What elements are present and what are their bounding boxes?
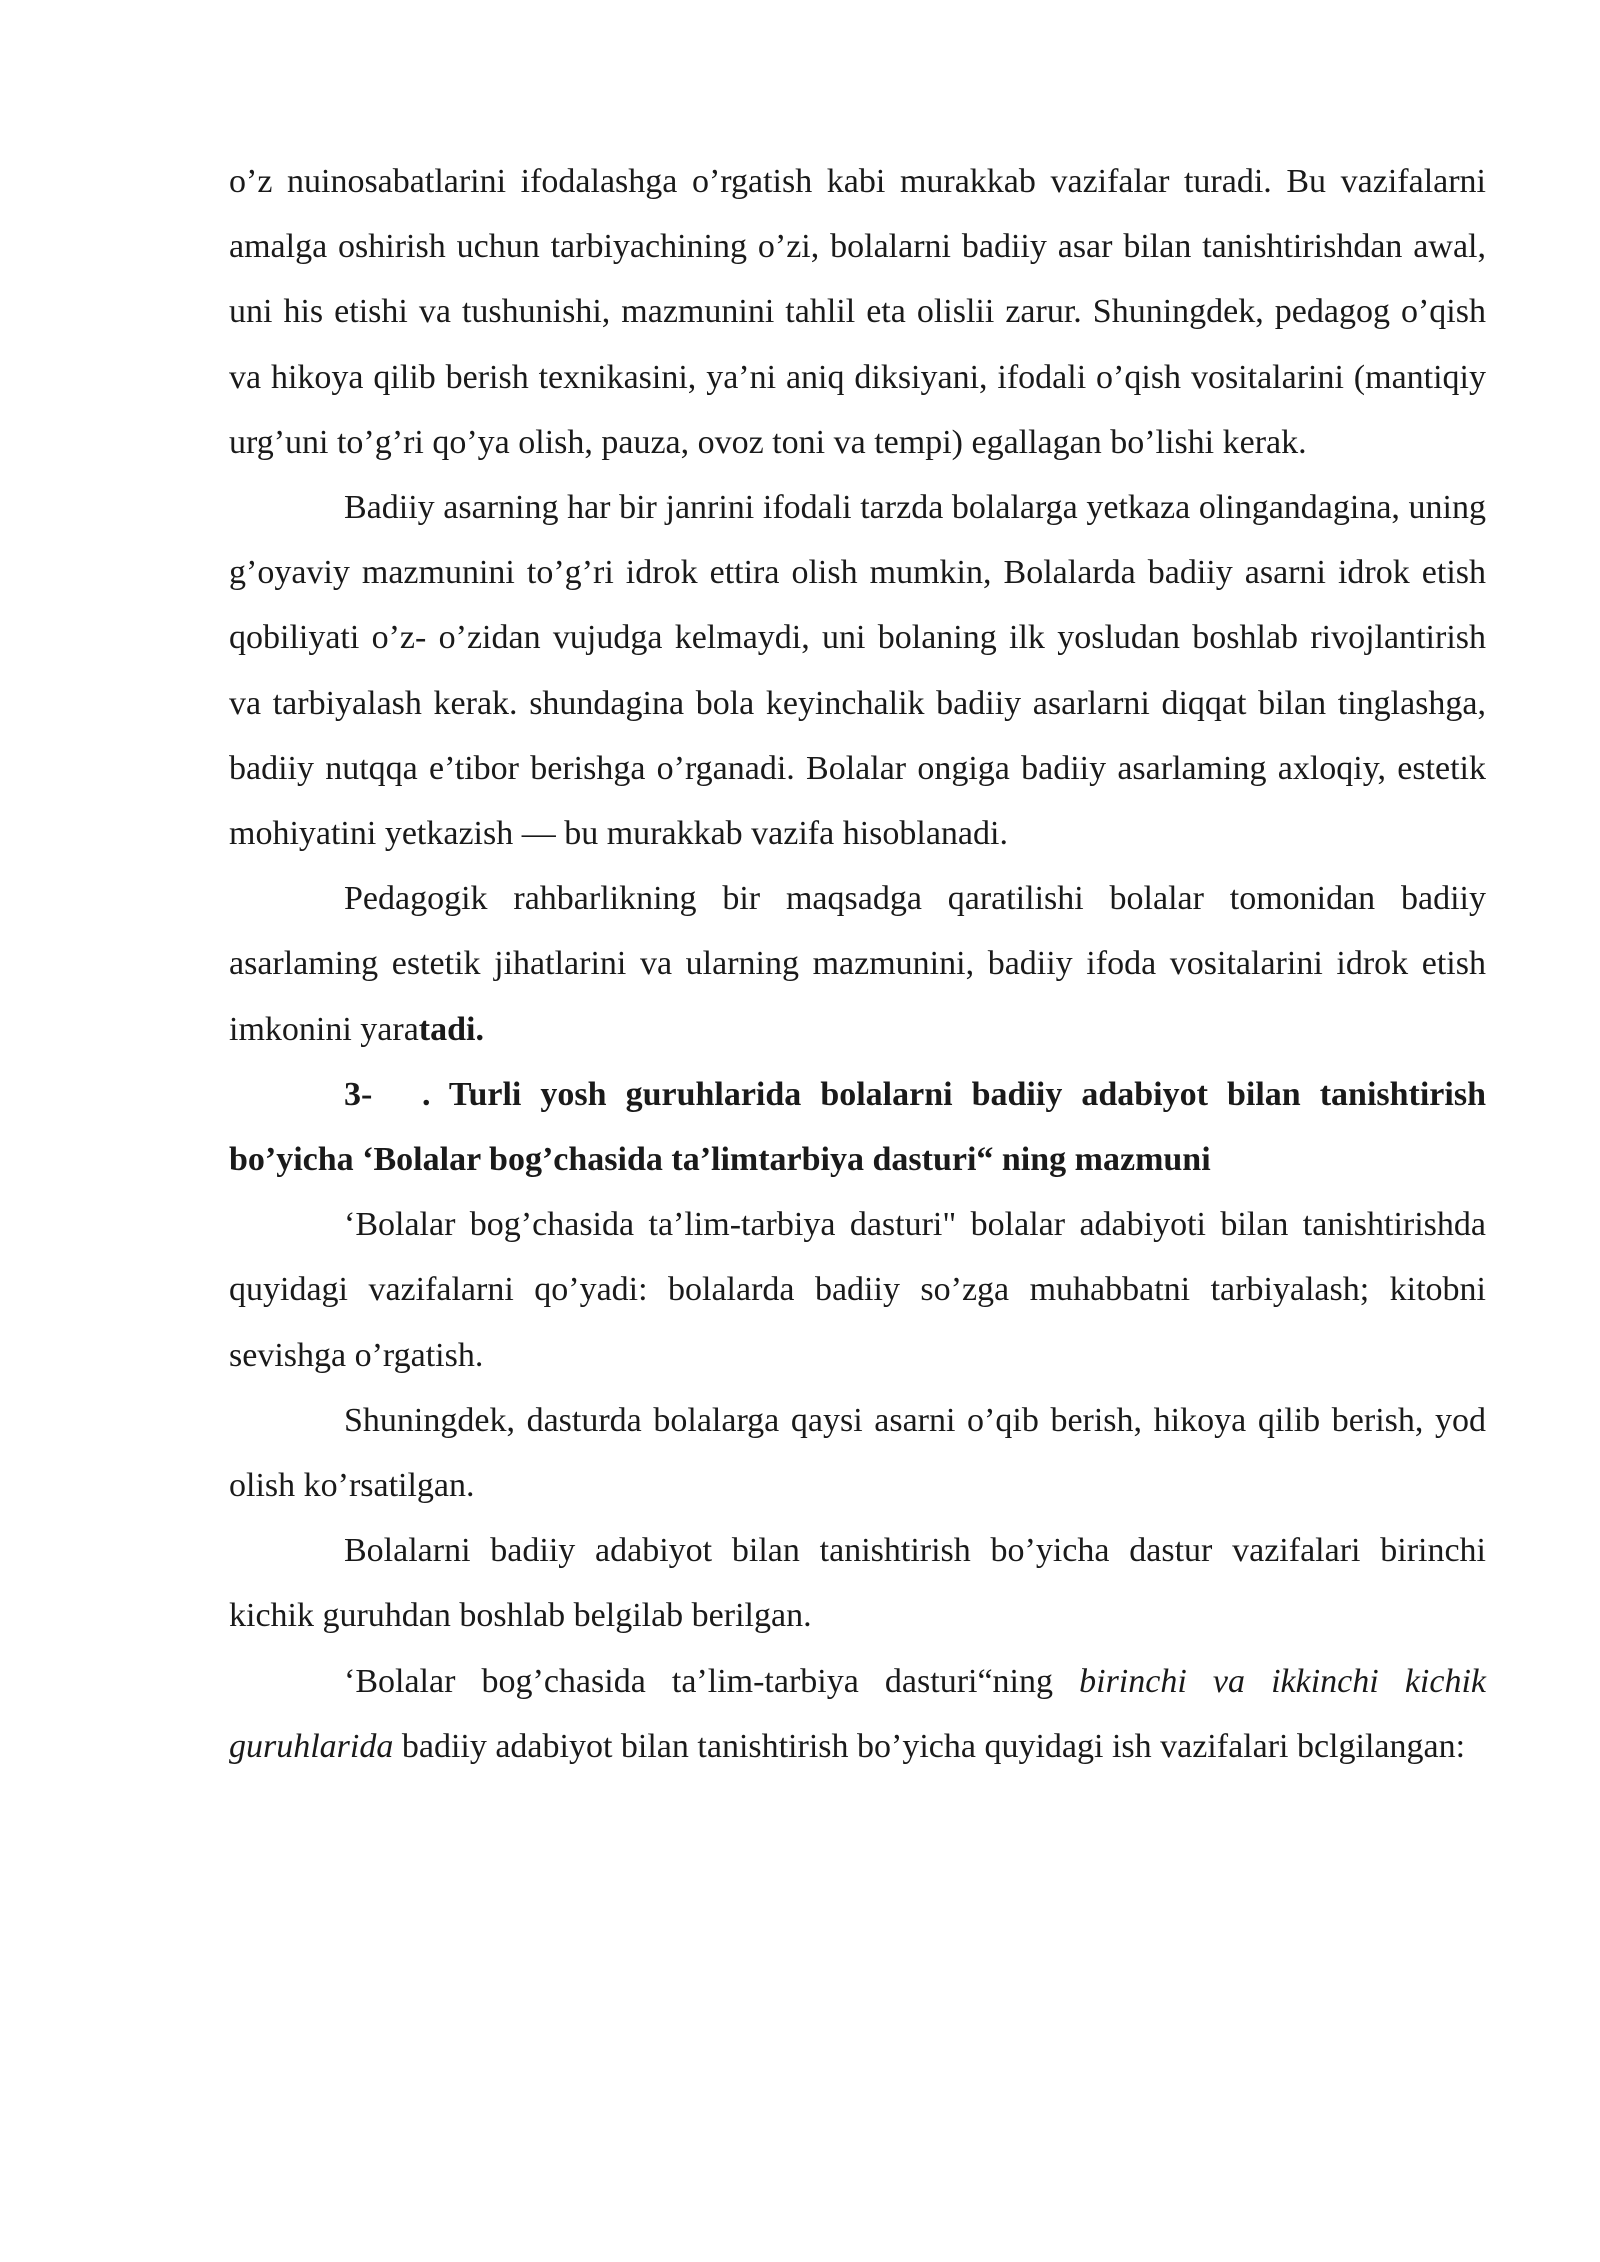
document-body	[229, 149, 1486, 1779]
paragraph-7-text-end: badiiy adabiyot bilan tanishtirish bo’yicha quyidagi ish vazifalari bclgilangan:	[393, 1727, 1466, 1765]
paragraph-7-italic-phrase: birinchi va ikkinchi kichik guruhlarida	[229, 1662, 1486, 1765]
paragraph-4: ‘Bolalar bog’chasida ta’lim-tarbiya dasturi" bolalar adabiyoti bilan tanishtirishda quyidagi vazifalarni qo’yadi: bolalarda badiiy so’zga muhabbatni tarbiyalash; kitobni sevishga o’rgatish.	[229, 1206, 1486, 1374]
paragraph-2: Badiiy asarning har bir janrini ifodali tarzda bolalarga yetkaza olingandagina, uning g’oyaviy mazmunini to’g’ri idrok ettira olish mumkin, Bolalarda badiiy asarni idrok etish qobiliyati o’z- o’zidan vujudga kelmaydi, uni bolaning ilk yosludan boshlab rivojlantirish va tarbiyalash kerak. shundagina bola keyinchalik badiiy asarlarni diqqat bilan tinglashga, badiiy nutqqa e’tibor berishga o’rganadi. Bolalar ongiga badiiy asarlaming axloqiy, estetik mohiyatini yetkazish — bu murakkab vazifa hisoblanadi.	[229, 489, 1486, 853]
paragraph-3	[229, 866, 1486, 1062]
section-heading	[229, 1062, 1486, 1192]
section-number: 3-	[344, 1075, 373, 1113]
section-title: . Turli yosh guruhlarida bolalarni badiiy adabiyot bilan tanishtirish bo’yicha ‘Bolalar bog’chasida ta’limtarbiya dasturi“ ning mazmuni	[229, 1075, 1486, 1179]
paragraph-7-text-start: ‘Bolalar bog’chasida ta’lim-tarbiya dasturi“ning	[344, 1662, 1080, 1700]
paragraph-3-text: Pedagogik rahbarlikning bir maqsadga qaratilishi bolalar tomonidan badiiy asarlaming estetik jihatlarini va ularning mazmunini, badiiy ifoda vositalarini idrok etish imkonini yara	[229, 880, 1486, 1048]
paragraph-6: Bolalarni badiiy adabiyot bilan tanishtirish bo’yicha dastur vazifalari birinchi kichik guruhdan boshlab belgilab berilgan.	[229, 1532, 1486, 1635]
paragraph-3-bold-ending: tadi.	[418, 1010, 484, 1048]
paragraph-1: o’z nuinosabatlarini ifodalashga o’rgatish kabi murakkab vazifalar turadi. Bu vazifalarni amalga oshirish uchun tarbiyachining o’zi, bolalarni badiiy asar bilan tanishtirishdan awal, uni his etishi va tushunishi, mazmunini tahlil eta olislii zarur. Shuningdek, pedagog o’qish va hikoya qilib berish texnikasini, ya’ni aniq diksiyani, ifodali o’qish vositalarini (mantiqiy urg’uni to’g’ri qo’ya olish, pauza, ovoz toni va tempi) egallagan bo’lishi kerak.	[229, 163, 1486, 461]
paragraph-7	[229, 1649, 1486, 1779]
paragraph-5: Shuningdek, dasturda bolalarga qaysi asarni o’qib berish, hikoya qilib berish, yod olish ko’rsatilgan.	[229, 1401, 1486, 1505]
